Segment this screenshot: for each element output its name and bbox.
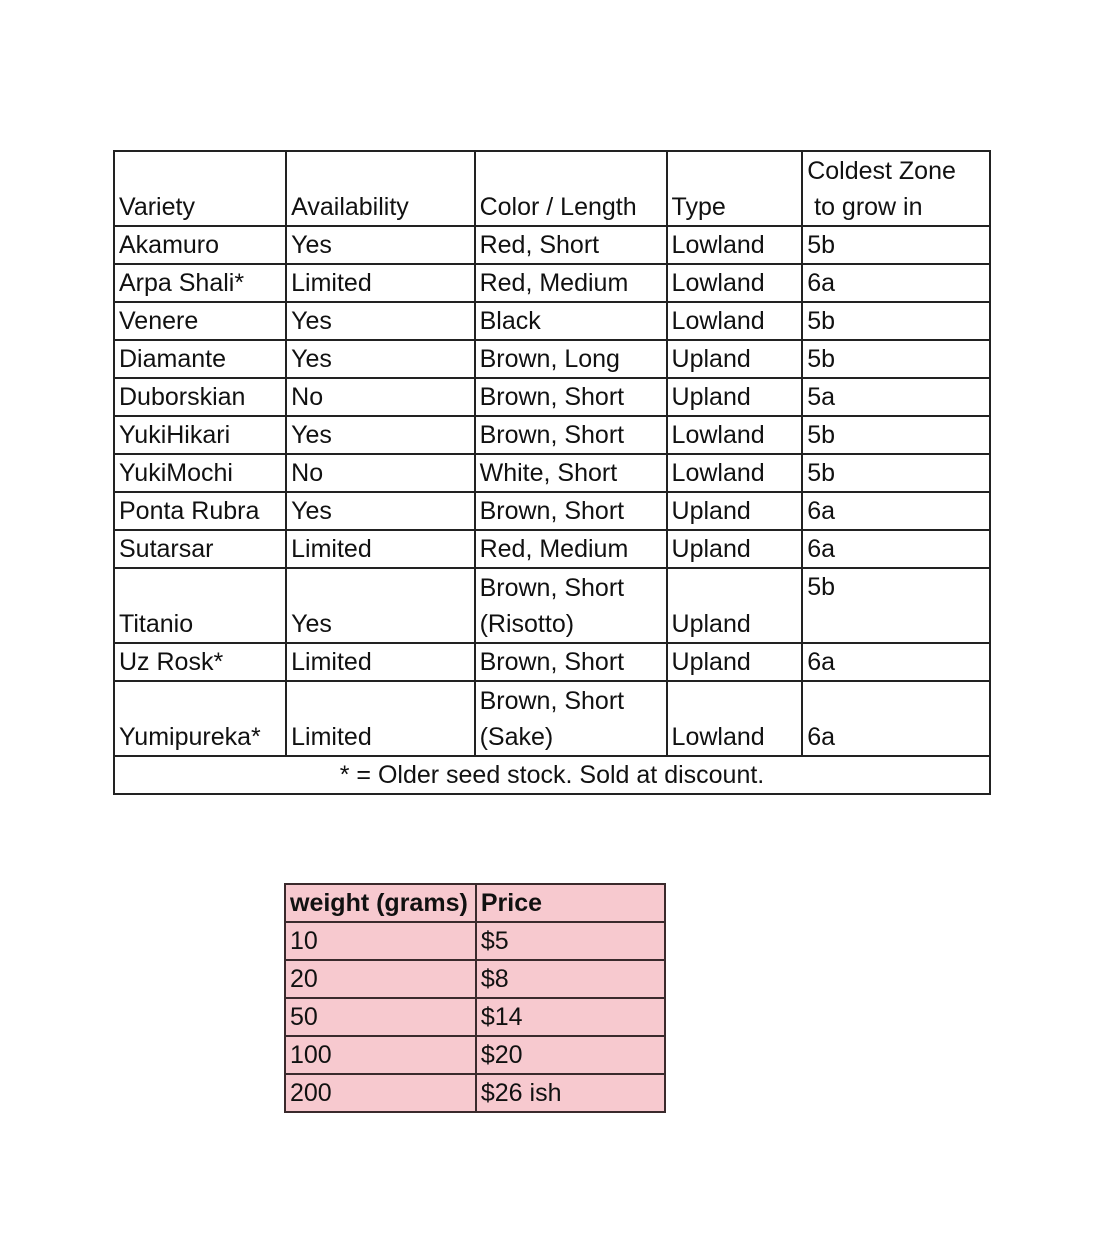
availability-cell: Yes <box>286 416 474 454</box>
color-length-cell: Red, Medium <box>475 530 667 568</box>
type-cell: Lowland <box>667 226 803 264</box>
header-weight: weight (grams) <box>285 884 476 922</box>
price-row <box>285 922 665 960</box>
header-availability: Availability <box>286 151 474 226</box>
table-row <box>114 681 990 756</box>
zone-cell: 5b <box>802 416 990 454</box>
availability-cell: Yes <box>286 340 474 378</box>
price-row <box>285 1036 665 1074</box>
price-header-row <box>285 884 665 922</box>
variety-cell: Diamante <box>114 340 286 378</box>
availability-cell: Limited <box>286 264 474 302</box>
header-color-length: Color / Length <box>475 151 667 226</box>
weight-cell: 20 <box>285 960 476 998</box>
variety-cell: Sutarsar <box>114 530 286 568</box>
weight-cell: 100 <box>285 1036 476 1074</box>
header-row <box>114 151 990 226</box>
variety-cell: Venere <box>114 302 286 340</box>
table-row <box>114 454 990 492</box>
zone-cell: 6a <box>802 264 990 302</box>
zone-cell: 5b <box>802 340 990 378</box>
color-length-cell: Red, Medium <box>475 264 667 302</box>
color-length-cell: Brown, Short <box>475 378 667 416</box>
price-cell: $20 <box>476 1036 665 1074</box>
zone-cell: 6a <box>802 492 990 530</box>
table-row <box>114 226 990 264</box>
availability-cell: Limited <box>286 681 474 756</box>
color-length-line2: (Risotto) <box>479 610 575 638</box>
color-length-line1: Brown, Short <box>479 687 625 715</box>
availability-cell: Yes <box>286 568 474 643</box>
zone-cell: 5a <box>802 378 990 416</box>
header-coldest-zone <box>802 151 990 226</box>
color-length-cell <box>475 681 667 756</box>
color-length-cell: Brown, Short <box>475 416 667 454</box>
variety-cell: YukiMochi <box>114 454 286 492</box>
table-row <box>114 416 990 454</box>
color-length-cell: Brown, Short <box>475 643 667 681</box>
zone-cell: 5b <box>802 568 990 643</box>
zone-cell: 5b <box>802 226 990 264</box>
price-row <box>285 1074 665 1112</box>
availability-cell: No <box>286 378 474 416</box>
header-variety: Variety <box>114 151 286 226</box>
table-row <box>114 264 990 302</box>
table-row <box>114 492 990 530</box>
type-cell: Lowland <box>667 454 803 492</box>
zone-cell: 5b <box>802 302 990 340</box>
header-coldest-zone-line1: Coldest Zone <box>807 157 956 185</box>
variety-cell: Akamuro <box>114 226 286 264</box>
variety-cell: Uz Rosk* <box>114 643 286 681</box>
footnote: * = Older seed stock. Sold at discount. <box>114 756 990 794</box>
zone-cell: 6a <box>802 643 990 681</box>
zone-cell: 5b <box>802 454 990 492</box>
availability-cell: Limited <box>286 530 474 568</box>
type-cell: Upland <box>667 530 803 568</box>
price-table <box>284 883 666 1113</box>
price-cell: $8 <box>476 960 665 998</box>
color-length-line1: Brown, Short <box>479 574 625 602</box>
table-row <box>114 340 990 378</box>
zone-cell: 6a <box>802 681 990 756</box>
type-cell: Upland <box>667 492 803 530</box>
price-cell: $14 <box>476 998 665 1036</box>
color-length-cell: Black <box>475 302 667 340</box>
type-cell: Upland <box>667 340 803 378</box>
table-row <box>114 530 990 568</box>
availability-cell: Limited <box>286 643 474 681</box>
color-length-line2: (Sake) <box>479 723 554 751</box>
price-cell: $5 <box>476 922 665 960</box>
price-cell: $26 ish <box>476 1074 665 1112</box>
weight-cell: 10 <box>285 922 476 960</box>
type-cell: Lowland <box>667 681 803 756</box>
price-row <box>285 998 665 1036</box>
type-cell: Lowland <box>667 416 803 454</box>
availability-cell: Yes <box>286 492 474 530</box>
header-price: Price <box>476 884 665 922</box>
header-type: Type <box>667 151 803 226</box>
availability-cell: Yes <box>286 226 474 264</box>
color-length-cell: Brown, Long <box>475 340 667 378</box>
zone-cell: 6a <box>802 530 990 568</box>
weight-cell: 50 <box>285 998 476 1036</box>
price-table-body <box>285 884 665 1112</box>
availability-cell: Yes <box>286 302 474 340</box>
type-cell: Lowland <box>667 264 803 302</box>
availability-cell: No <box>286 454 474 492</box>
color-length-cell: Red, Short <box>475 226 667 264</box>
table-row <box>114 568 990 643</box>
color-length-cell <box>475 568 667 643</box>
type-cell: Upland <box>667 378 803 416</box>
type-cell: Lowland <box>667 302 803 340</box>
price-row <box>285 960 665 998</box>
variety-cell: Ponta Rubra <box>114 492 286 530</box>
table-row <box>114 302 990 340</box>
color-length-cell: Brown, Short <box>475 492 667 530</box>
header-coldest-zone-line2: to grow in <box>807 193 923 221</box>
color-length-cell: White, Short <box>475 454 667 492</box>
type-cell: Upland <box>667 568 803 643</box>
variety-cell: Titanio <box>114 568 286 643</box>
variety-table-body <box>114 151 990 794</box>
weight-cell: 200 <box>285 1074 476 1112</box>
type-cell: Upland <box>667 643 803 681</box>
variety-table <box>113 150 991 795</box>
variety-cell: Duborskian <box>114 378 286 416</box>
table-row <box>114 643 990 681</box>
table-row <box>114 378 990 416</box>
variety-cell: Yumipureka* <box>114 681 286 756</box>
variety-cell: YukiHikari <box>114 416 286 454</box>
footnote-row <box>114 756 990 794</box>
variety-cell: Arpa Shali* <box>114 264 286 302</box>
